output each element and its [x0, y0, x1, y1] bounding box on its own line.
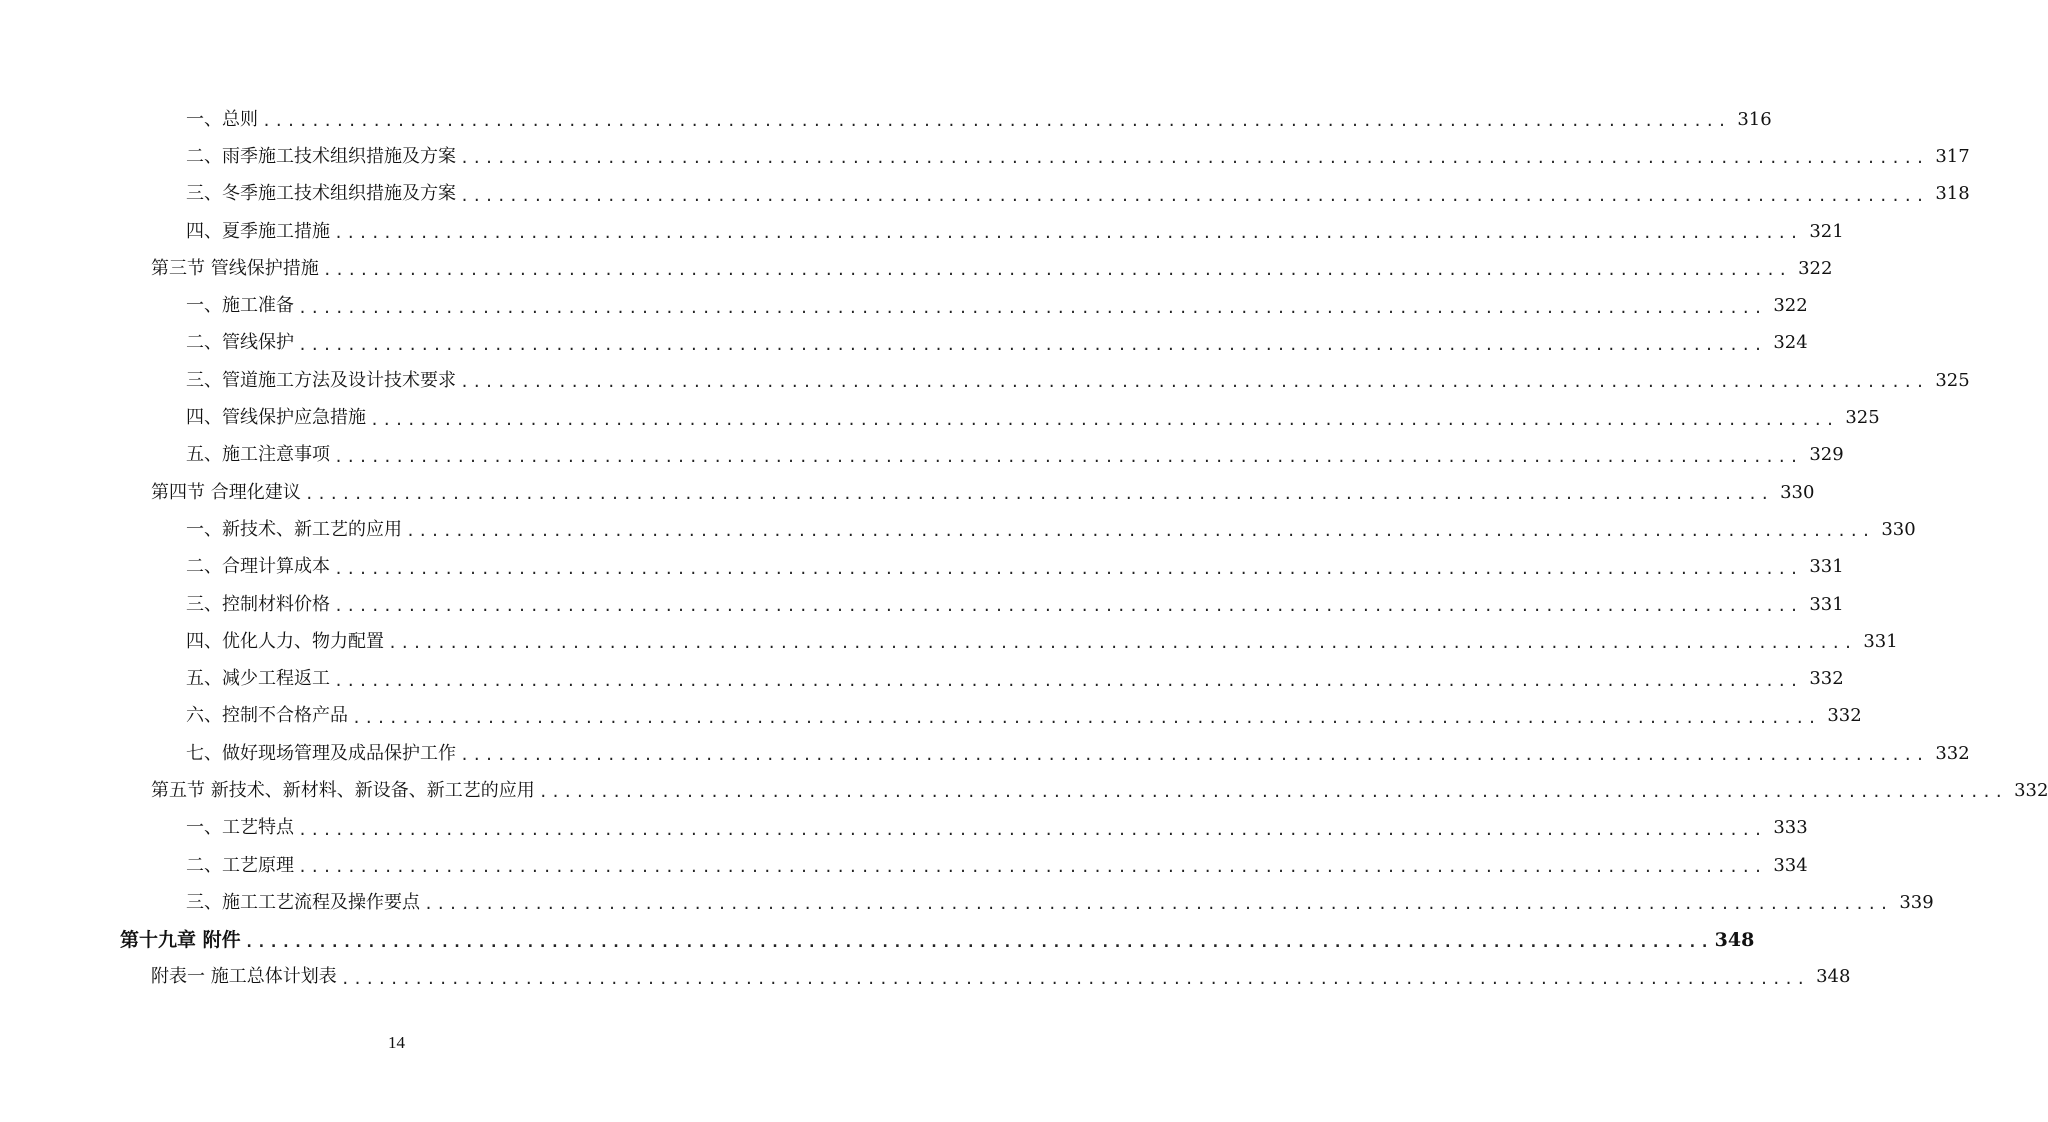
toc-entry[interactable] — [0, 176, 1970, 213]
toc-leader-dots: ........................................................................................................................ — [388, 634, 1856, 653]
toc-entry-title: 附表一 施工总体计划表 — [151, 968, 341, 986]
toc-entry-title: 四、夏季施工措施 — [186, 223, 334, 241]
toc-leader-dots: ........................................................................................................................ — [334, 447, 1802, 466]
toc-entry-title: 一、总则 — [186, 111, 262, 129]
toc-leader-dots: ........................................................................................................................ — [460, 373, 1928, 392]
toc-entry-title: 第五节 新技术、新材料、新设备、新工艺的应用 — [151, 782, 539, 800]
toc-entry-title: 二、工艺原理 — [186, 857, 298, 875]
toc-entry-page: 332 — [1827, 705, 1862, 727]
toc-leader-dots: ........................................................................................................................ — [538, 783, 2007, 802]
toc-entry[interactable] — [0, 810, 1808, 847]
toc-entry-page: 334 — [1773, 854, 1808, 876]
toc-chapter-entry[interactable] — [0, 922, 1755, 959]
toc-entry-title: 四、优化人力、物力配置 — [186, 633, 388, 651]
toc-leader-dots: ........................................................................................................................ — [262, 112, 1730, 131]
toc-entry[interactable] — [0, 884, 1934, 921]
toc-entry-title: 三、冬季施工技术组织措施及方案 — [186, 185, 460, 203]
toc-leader-dots: ........................................................................................................................ — [298, 335, 1766, 354]
table-of-contents — [0, 101, 2048, 996]
toc-entry-page: 330 — [1780, 481, 1815, 503]
toc-entry-page: 318 — [1935, 183, 1970, 205]
toc-leader-dots: ........................................................................................................................ — [334, 224, 1802, 243]
toc-entry-title: 一、工艺特点 — [186, 819, 298, 837]
toc-leader-dots: ........................................................................................................................ — [334, 597, 1802, 615]
toc-leader-dots: ........................................................................................................................ — [406, 522, 1874, 541]
toc-leader-dots: ........................................................................................................................ — [322, 261, 1791, 280]
toc-entry-page: 331 — [1809, 556, 1844, 578]
toc-entry-page: 325 — [1935, 369, 1970, 391]
toc-entry-page: 332 — [1809, 668, 1844, 690]
toc-section-entry[interactable] — [0, 959, 1851, 996]
toc-entry-page: 321 — [1809, 220, 1844, 242]
toc-leader-dots: ........................................................................................................................ — [370, 410, 1838, 429]
toc-entry-page: 329 — [1809, 444, 1844, 466]
toc-entry-page: 322 — [1773, 295, 1808, 317]
toc-entry-page: 333 — [1773, 817, 1808, 839]
toc-entry[interactable] — [0, 660, 1844, 697]
toc-entry-page: 324 — [1773, 332, 1808, 354]
toc-entry[interactable] — [0, 362, 1970, 399]
toc-entry[interactable] — [0, 213, 1844, 250]
toc-entry-title: 二、雨季施工技术组织措施及方案 — [186, 148, 460, 166]
toc-entry[interactable] — [0, 586, 1844, 623]
toc-entry-title: 二、管线保护 — [186, 334, 298, 352]
toc-entry-title: 第三节 管线保护措施 — [151, 260, 323, 278]
toc-entry-page: 348 — [1714, 928, 1755, 951]
toc-entry-page: 325 — [1845, 407, 1880, 429]
toc-entry-page: 316 — [1737, 108, 1772, 130]
toc-entry[interactable] — [0, 735, 1970, 772]
toc-entry-title: 三、控制材料价格 — [186, 596, 334, 614]
toc-entry-page: 348 — [1816, 966, 1851, 988]
toc-entry-title: 一、施工准备 — [186, 297, 298, 315]
toc-leader-dots: ........................................................................................................................ — [298, 858, 1766, 877]
page-number: 14 — [388, 1033, 405, 1052]
toc-entry[interactable] — [0, 511, 1916, 548]
toc-entry[interactable] — [0, 437, 1844, 474]
toc-entry-page: 339 — [1899, 891, 1934, 913]
toc-entry-title: 三、管道施工方法及设计技术要求 — [186, 372, 460, 390]
toc-entry-title: 第十九章 附件 — [120, 931, 245, 950]
toc-entry-page: 331 — [1863, 630, 1898, 652]
toc-entry[interactable] — [0, 623, 1898, 660]
toc-entry-page: 317 — [1935, 145, 1970, 167]
toc-entry-title: 第四节 合理化建议 — [151, 484, 305, 502]
toc-leader-dots: ........................................................................................................................ — [334, 671, 1802, 690]
toc-entry[interactable] — [0, 549, 1844, 586]
toc-entry[interactable] — [0, 325, 1808, 362]
toc-leader-dots: ........................................................................................................................ — [304, 485, 1773, 504]
toc-leader-dots: ........................................................................................................................ — [460, 746, 1928, 765]
toc-entry-title: 七、做好现场管理及成品保护工作 — [186, 745, 460, 763]
toc-entry-page: 330 — [1881, 518, 1916, 540]
toc-leader-dots: ........................................................................................................................ — [340, 969, 1809, 988]
toc-leader-dots: ........................................................................................................................ — [352, 708, 1820, 727]
toc-leader-dots: ........................................................................................................................ — [298, 298, 1766, 317]
toc-leader-dots: ........................................................................................................................ — [244, 932, 1713, 951]
toc-entry-title: 二、合理计算成本 — [186, 558, 334, 576]
toc-leader-dots: ........................................................................................................................ — [460, 149, 1928, 168]
toc-section-entry[interactable] — [0, 474, 1815, 511]
toc-entry-title: 一、新技术、新工艺的应用 — [186, 521, 406, 539]
toc-entry[interactable] — [0, 101, 1772, 138]
toc-entry-title: 三、施工工艺流程及操作要点 — [186, 894, 424, 912]
toc-entry-title: 五、减少工程返工 — [186, 670, 334, 688]
toc-entry[interactable] — [0, 138, 1970, 175]
toc-leader-dots: ........................................................................................................................ — [460, 186, 1928, 205]
toc-leader-dots: ........................................................................................................................ — [298, 820, 1766, 839]
toc-section-entry[interactable] — [0, 250, 1833, 287]
toc-entry-title: 四、管线保护应急措施 — [186, 409, 370, 427]
toc-entry-page: 332 — [2014, 779, 2048, 801]
toc-leader-dots: ........................................................................................................................ — [334, 559, 1802, 578]
toc-entry[interactable] — [0, 698, 1862, 735]
toc-entry-title: 六、控制不合格产品 — [186, 707, 352, 725]
toc-entry-page: 332 — [1935, 742, 1970, 764]
toc-entry-title: 五、施工注意事项 — [186, 446, 334, 464]
toc-entry[interactable] — [0, 287, 1808, 324]
toc-section-entry[interactable] — [0, 772, 2048, 809]
toc-entry[interactable] — [0, 847, 1808, 884]
toc-entry-page: 331 — [1809, 593, 1844, 615]
toc-entry-page: 322 — [1798, 257, 1833, 279]
toc-entry[interactable] — [0, 399, 1880, 436]
toc-leader-dots: ........................................................................................................................ — [424, 895, 1892, 914]
